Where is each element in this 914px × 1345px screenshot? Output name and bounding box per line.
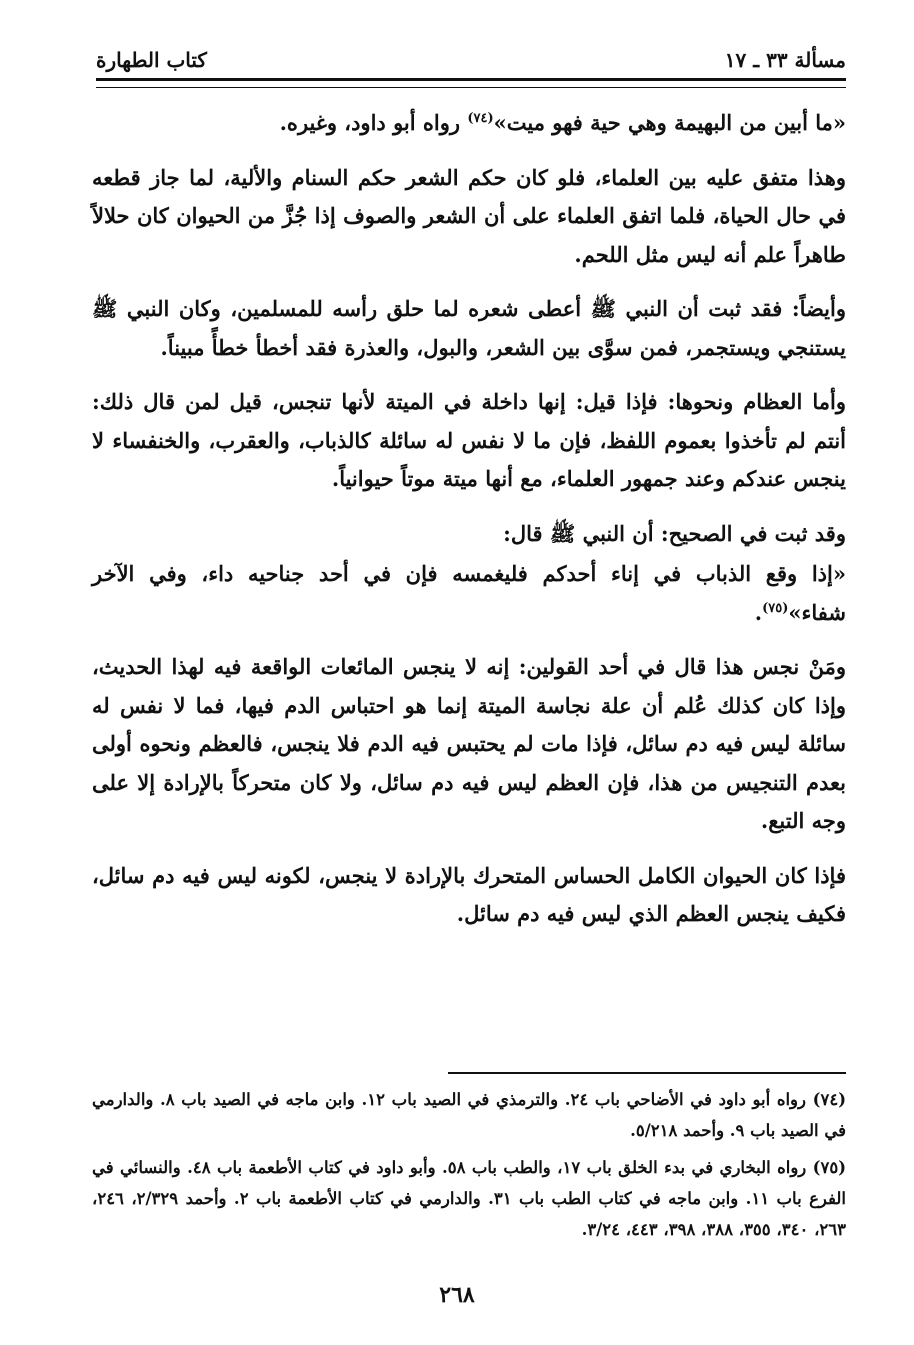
- paragraph-tail: .: [754, 599, 763, 625]
- footnote-74: (٧٤) رواه أبو داود في الأضاحي باب ٢٤. والترمذي في الصيد باب ١٢. وابن ماجه في الصيد باب ٨. والدارمي في الصيد باب ٩. وأحمد ٥/٢١٨.: [92, 1090, 846, 1140]
- header-rule: [96, 78, 846, 88]
- hadith-quote: «ما أبين من البهيمة وهي حية فهو ميت»: [493, 110, 846, 135]
- page-number: ٢٦٨: [439, 1282, 475, 1308]
- footnote-ref-74: (٧٤): [467, 111, 494, 126]
- header-book-title: كتاب الطهارة: [96, 48, 207, 72]
- main-text: [92, 104, 846, 950]
- footnote-75: (٧٥) رواه البخاري في بدء الخلق باب ١٧، والطب باب ٥٨. وأبو داود في كتاب الأطعمة باب ٤٨. والنسائي في الفرع باب ١١. وابن ماجه في كتاب الطب باب ٣١. والدارمي في كتاب الأطعمة باب ٢. وأحمد ٢/٣٢٩، ٢٤٦، ٢٦٣، ٣٤٠، ٣٥٥، ٣٨٨، ٣٩٨، ٤٤٣، ٣/٢٤.: [92, 1158, 847, 1239]
- paragraph-8: فإذا كان الحيوان الكامل الحساس المتحرك بالإرادة لا ينجس، لكونه ليس فيه دم سائل، فكيف ينجس العظم الذي ليس فيه دم سائل.: [92, 862, 846, 926]
- paragraph-5: وقد ثبت في الصحيح: أن النبي ﷺ قال:: [503, 520, 846, 546]
- paragraph-3: وأيضاً: فقد ثبت أن النبي ﷺ أعطى شعره لما حلق رأسه للمسلمين، وكان النبي ﷺ يستنجي ويستجمر، فمن سوَّى بين الشعر، والبول، والعذرة فقد أخطأ خطأً مبيناً.: [92, 296, 846, 360]
- paragraph-6: [92, 555, 846, 632]
- running-header: [96, 38, 846, 72]
- footnotes: [92, 1084, 846, 1251]
- hadith-quote: «إذا وقع الذباب في إناء أحدكم فليغمسه فإن في أحد جناحيه داء، وفي الآخر شفاء»: [92, 561, 846, 625]
- paragraph-tail: رواه أبو داود، وغيره.: [279, 110, 468, 135]
- header-section-number: مسألة ٣٣ ـ ١٧: [724, 48, 846, 72]
- footnote-separator: [448, 1072, 846, 1074]
- paragraph-7: ومَنْ نجس هذا قال في أحد القولين: إنه لا ينجس المائعات الواقعة فيه لهذا الحديث، وإذا كان كذلك عُلم أن علة نجاسة الميتة إنما هو احتباس الدم فيها، فما لا نفس له سائلة ليس فيه دم سائل، فإذا مات لم يحتبس فيه الدم فلا ينجس، فالعظم ونحوه أولى بعدم التنجيس من هذا، فإن العظم ليس فيه دم سائل، ولا كان متحركاً بالإرادة إلا على وجه التبع.: [92, 654, 846, 833]
- footnote-ref-75: (٧٥): [762, 600, 789, 616]
- paragraph-2: وهذا متفق عليه بين العلماء، فلو كان حكم الشعر حكم السنام والألية، لما جاز قطعه في حال الحياة، فلما اتفق العلماء على أن الشعر والصوف إذا جُزَّ من الحيوان كان حلالاً طاهراً علم أنه ليس مثل اللحم.: [92, 164, 846, 267]
- paragraph-4: وأما العظام ونحوها: فإذا قيل: إنها داخلة في الميتة لأنها تنجس، قيل لمن قال ذلك: أنتم لم تأخذوا بعموم اللفظ، فإن ما لا نفس له سائلة كالذباب، والعقرب، والخنفساء لا ينجس عندكم وعند جمهور العلماء، مع أنها ميتة موتاً حيوانياً.: [92, 389, 846, 491]
- paragraph-1: [92, 104, 846, 143]
